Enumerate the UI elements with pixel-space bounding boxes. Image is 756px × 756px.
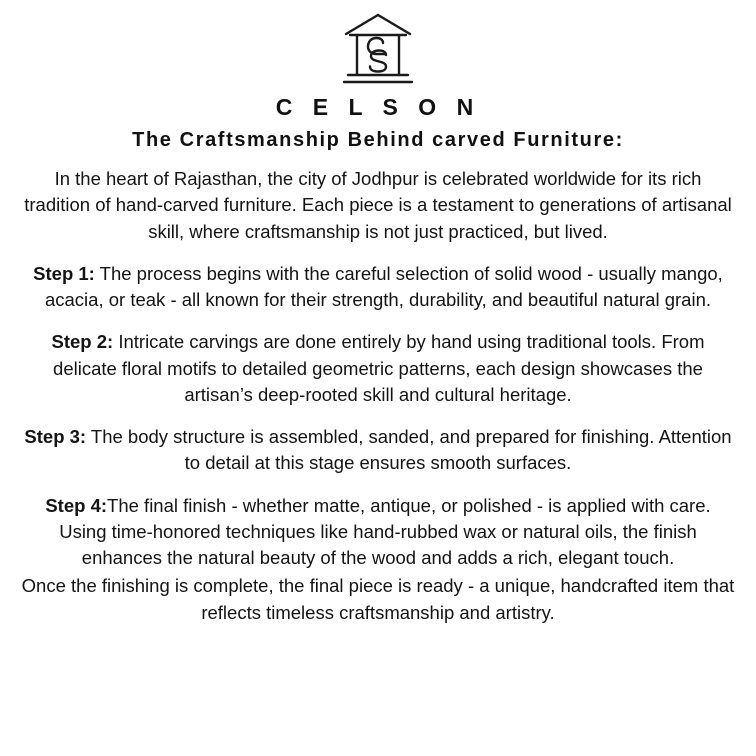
step-2-paragraph xyxy=(21,329,735,408)
step-4-label: Step 4: xyxy=(45,494,108,516)
step-1-paragraph xyxy=(21,261,735,314)
step-3-label: Step 3: xyxy=(24,426,87,448)
step-4-paragraph xyxy=(21,493,735,572)
step-3-paragraph xyxy=(21,424,735,477)
step-2-text: Intricate carvings are done entirely by hand using traditional tools. From delicate floral motifs to detailed geometric patterns, each design showcases the artisan’s deep-rooted skill and cultural heritage. xyxy=(53,331,705,405)
intro-paragraph: In the heart of Rajasthan, the city of Jodhpur is celebrated worldwide for its rich tradition of hand-carved furniture. Each piece is a testament to generations of artisanal skill, where craftsmanship is not just practiced, but lived. xyxy=(24,168,732,242)
closing-paragraph: Once the finishing is complete, the final piece is ready - a unique, handcrafted item that reflects timeless craftsmanship and artistry. xyxy=(21,575,735,623)
page-title: The Craftsmanship Behind carved Furniture: xyxy=(132,129,624,151)
step-3-text: The body structure is assembled, sanded, and prepared for finishing. Attention to detail at this stage ensures smooth surfaces. xyxy=(86,426,732,474)
step-4-text: The final finish - whether matte, antique, or polished - is applied with care. Using time-honored techniques like hand-rubbed wax or natural oils, the finish enhances the natural beauty of the wood and adds a rich, elegant touch. xyxy=(59,494,711,569)
brand-name: C E L S O N xyxy=(275,94,481,120)
celson-house-logo-icon xyxy=(336,12,420,88)
step-1-text: The process begins with the careful selection of solid wood - usually mango, acacia, or teak - all known for their strength, durability, and beautiful natural grain. xyxy=(44,262,723,311)
step-1-label: Step 1: xyxy=(33,262,95,284)
step-2-label: Step 2: xyxy=(51,331,114,353)
